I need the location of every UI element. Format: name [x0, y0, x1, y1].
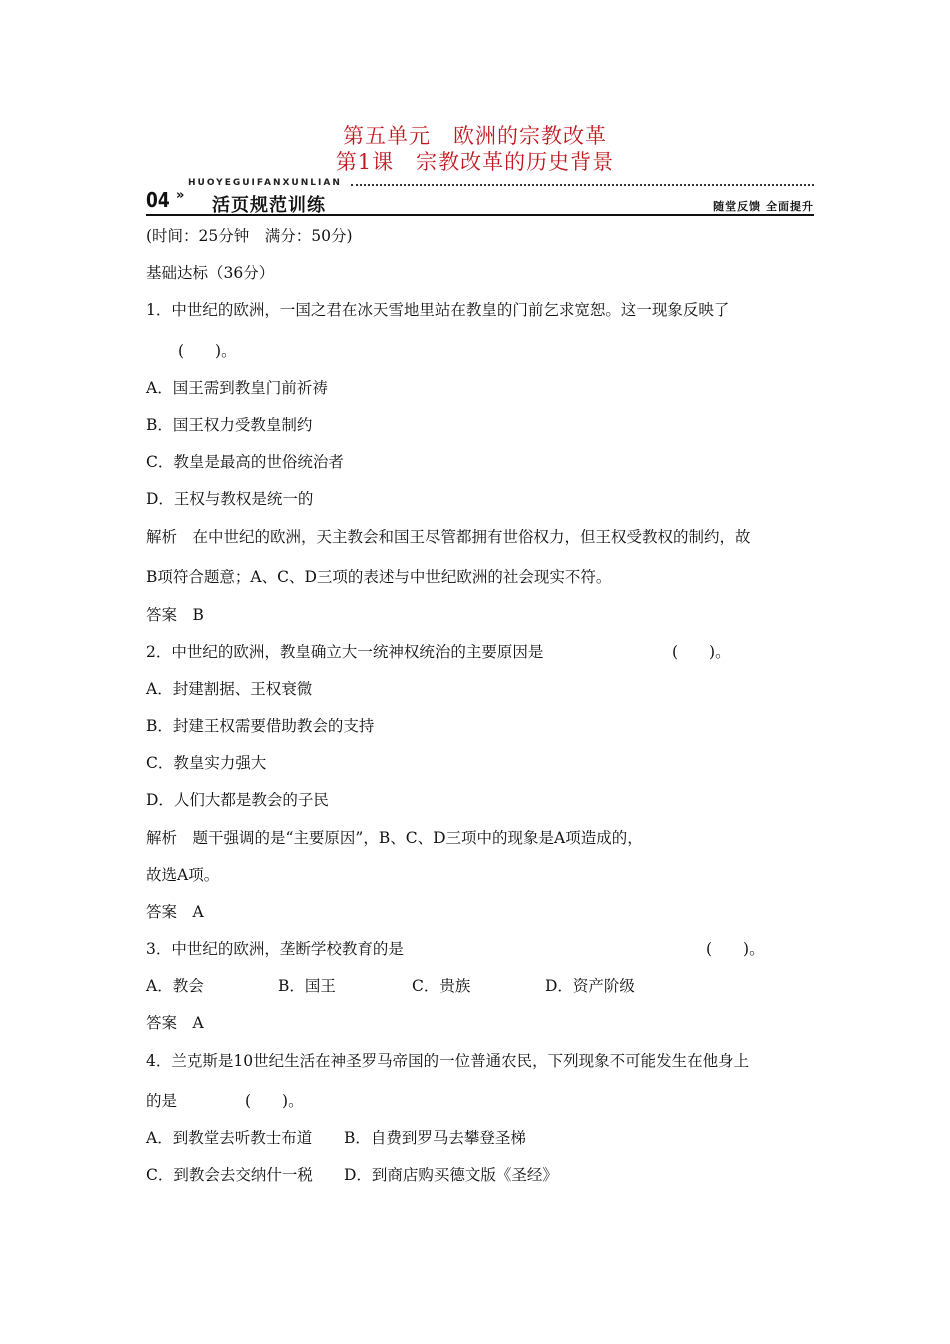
banner-dotted-rule: [351, 184, 814, 186]
banner-name: 活页规范训练: [212, 195, 326, 216]
q4-option-c: C．到教会去交纳什一税: [146, 1166, 313, 1184]
q2-analysis-line1: 解析 题干强调的是“主要原因”，B、C、D三项中的现象是A项造成的，: [146, 829, 643, 847]
banner-pinyin: HUOYEGUIFANXUNLIAN: [188, 178, 342, 188]
q2-stem: 2．中世纪的欧洲，教皇确立大一统神权统治的主要原因是: [146, 643, 544, 661]
lesson-title: 第1课 宗教改革的历史背景: [335, 150, 615, 174]
q3-option-c: C．贵族: [412, 977, 471, 995]
banner-right-text: 随堂反馈 全面提升: [713, 200, 814, 213]
section-banner: [146, 178, 814, 216]
q2-option-a: A．封建割据、王权衰微: [146, 680, 313, 698]
double-chevron-icon: »: [176, 188, 185, 203]
q1-analysis-line1: 解析 在中世纪的欧洲，天主教会和国王尽管都拥有世俗权力，但王权受教权的制约，故: [146, 528, 751, 546]
q2-option-b: B．封建王权需要借助教会的支持: [146, 717, 375, 735]
q2-answer: 答案 A: [146, 903, 204, 921]
q4-option-d: D．到商店购买德文版《圣经》: [344, 1166, 558, 1184]
q1-answer-blank: ( )。: [178, 342, 237, 360]
q4-option-a: A．到教堂去听教士布道: [146, 1129, 313, 1147]
q2-analysis-line2: 故选A项。: [146, 866, 220, 884]
q3-answer-blank: ( )。: [706, 940, 765, 958]
q1-option-a: A．国王需到教皇门前祈祷: [146, 379, 328, 397]
q1-analysis-line2: B项符合题意；A、C、D三项的表述与中世纪欧洲的社会现实不符。: [146, 568, 612, 586]
q3-stem: 3．中世纪的欧洲，垄断学校教育的是: [146, 940, 404, 958]
q1-answer: 答案 B: [146, 606, 204, 624]
q1-stem: 1．中世纪的欧洲，一国之君在冰天雪地里站在教皇的门前乞求宽恕。这一现象反映了: [146, 301, 730, 319]
time-limit: (时间：25分钟 满分：50分): [146, 227, 353, 245]
section-heading: 基础达标（36分）: [146, 264, 275, 282]
q4-stem-line2: 的是: [146, 1092, 178, 1110]
q4-answer-blank: ( )。: [245, 1092, 304, 1110]
q3-option-d: D．资产阶级: [545, 977, 635, 995]
q3-option-a: A．教会: [146, 977, 204, 995]
q4-stem-line1: 4．兰克斯是10世纪生活在神圣罗马帝国的一位普通农民，下列现象不可能发生在他身上: [146, 1052, 750, 1070]
banner-number: 04: [146, 188, 170, 212]
q2-option-c: C．教皇实力强大: [146, 754, 267, 772]
q1-option-b: B．国王权力受教皇制约: [146, 416, 313, 434]
q3-answer: 答案 A: [146, 1014, 204, 1032]
banner-rule: [146, 214, 814, 216]
q2-answer-blank: ( )。: [672, 643, 731, 661]
unit-title: 第五单元 欧洲的宗教改革: [343, 124, 607, 148]
q2-option-d: D．人们大都是教会的子民: [146, 791, 329, 809]
q1-option-d: D．王权与教权是统一的: [146, 490, 314, 508]
q4-option-b: B．自费到罗马去攀登圣梯: [344, 1129, 526, 1147]
q3-option-b: B．国王: [278, 977, 336, 995]
q1-option-c: C．教皇是最高的世俗统治者: [146, 453, 344, 471]
